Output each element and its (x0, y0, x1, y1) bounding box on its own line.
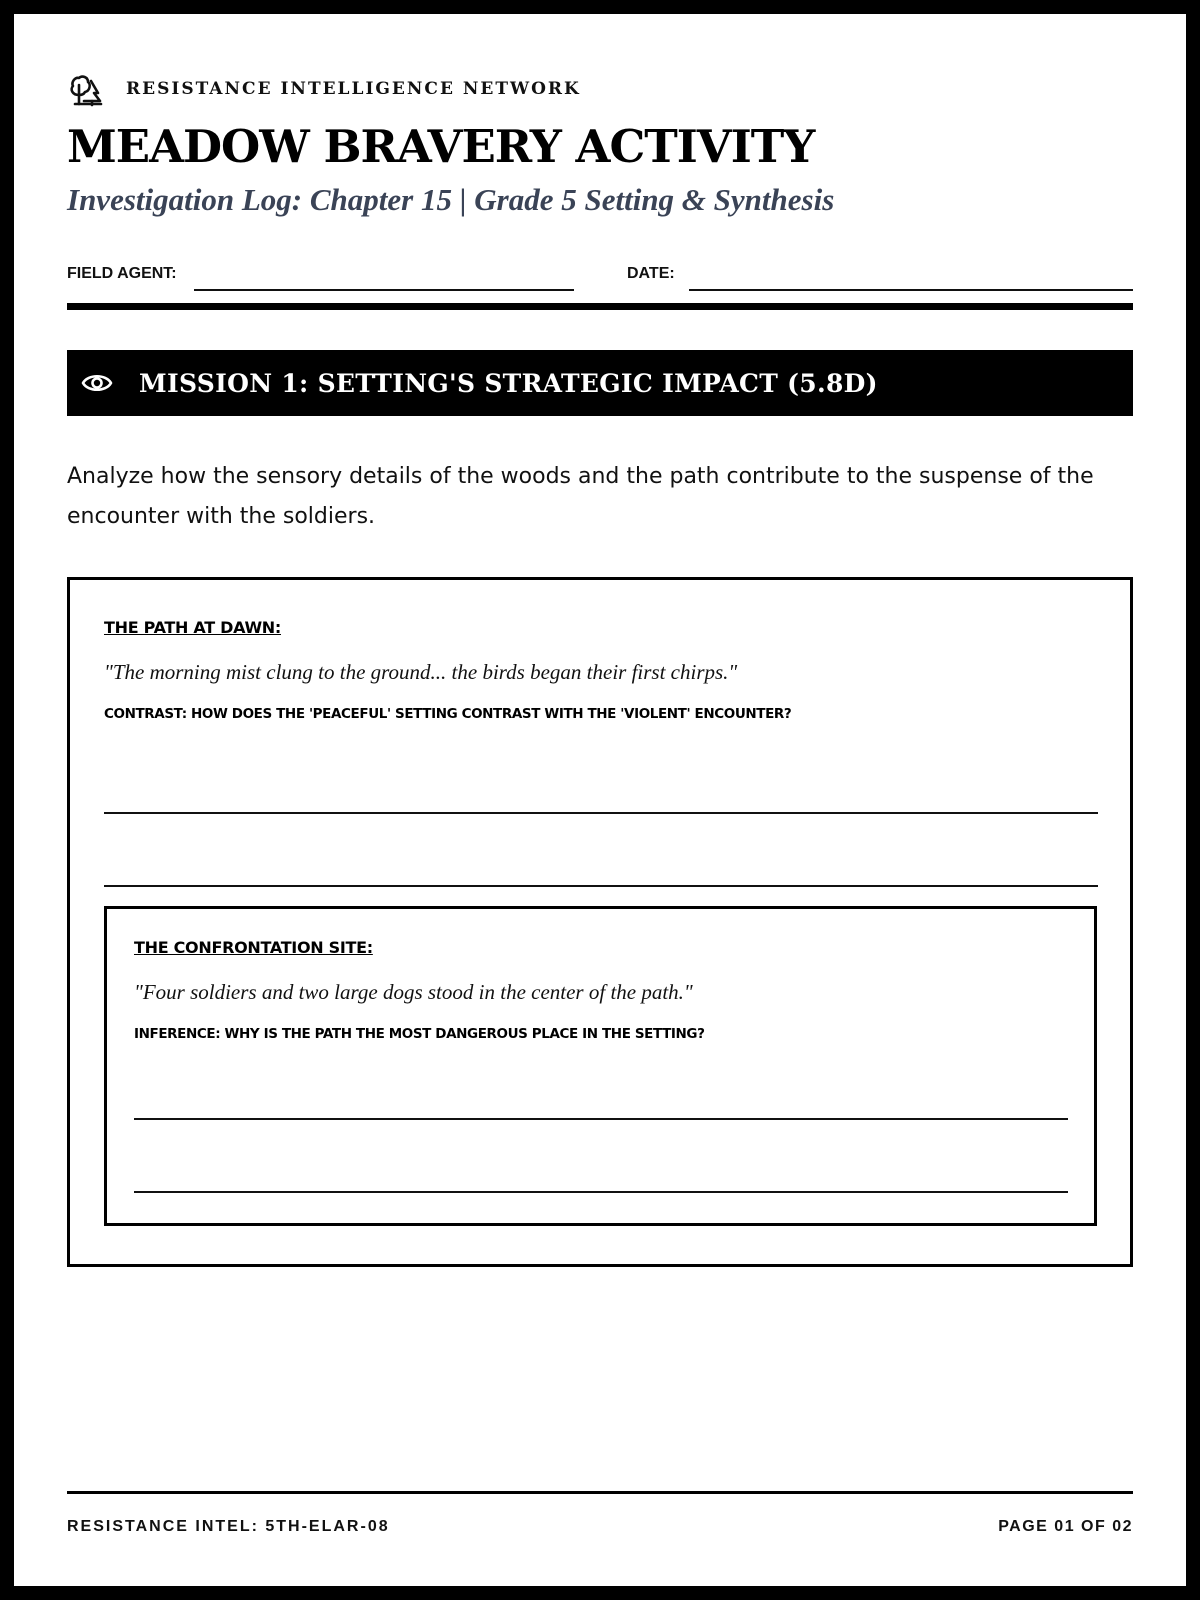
page-title: MEADOW BRAVERY ACTIVITY (67, 120, 815, 173)
trees-icon (67, 71, 103, 107)
date-line[interactable] (689, 289, 1133, 291)
section-heading: THE CONFRONTATION SITE: (134, 938, 373, 957)
page-content (67, 14, 1133, 1586)
page-number: PAGE 01 OF 02 (998, 1518, 1133, 1535)
answer-line[interactable] (134, 1191, 1068, 1193)
section-quote: "Four soldiers and two large dogs stood in the center of the path." (134, 980, 693, 1004)
worksheet-page (14, 14, 1186, 1586)
organization-name: RESISTANCE INTELLIGENCE NETWORK (126, 79, 581, 99)
agent-date-fields (67, 250, 1133, 290)
mission-instructions: Analyze how the sensory details of the woods and the path contribute to the suspense of the encounter with the soldiers. (67, 464, 1094, 529)
mission-banner (67, 350, 1133, 416)
field-agent-line[interactable] (194, 289, 574, 291)
answer-line[interactable] (134, 1118, 1068, 1120)
analysis-box (67, 577, 1133, 1267)
answer-line[interactable] (104, 885, 1098, 887)
field-agent-label: FIELD AGENT: (67, 265, 177, 282)
mission-title: MISSION 1: SETTING'S STRATEGIC IMPACT (5.8D) (139, 368, 878, 398)
date-label: DATE: (627, 265, 675, 282)
confrontation-box (104, 906, 1097, 1226)
footer-code: RESISTANCE INTEL: 5TH-ELAR-08 (67, 1518, 390, 1535)
footer-divider (67, 1491, 1133, 1494)
header-divider (67, 303, 1133, 310)
answer-line[interactable] (104, 812, 1098, 814)
section-prompt: INFERENCE: WHY IS THE PATH THE MOST DANGEROUS PLACE IN THE SETTING? (134, 1026, 705, 1042)
section-prompt: CONTRAST: HOW DOES THE 'PEACEFUL' SETTING CONTRAST WITH THE 'VIOLENT' ENCOUNTER? (104, 706, 792, 722)
page-subtitle: Investigation Log: Chapter 15 | Grade 5 Setting & Synthesis (67, 182, 835, 217)
network-header (67, 69, 581, 109)
section-quote: "The morning mist clung to the ground... the birds began their first chirps." (104, 660, 738, 684)
eye-icon (81, 367, 113, 399)
section-heading: THE PATH AT DAWN: (104, 618, 281, 637)
